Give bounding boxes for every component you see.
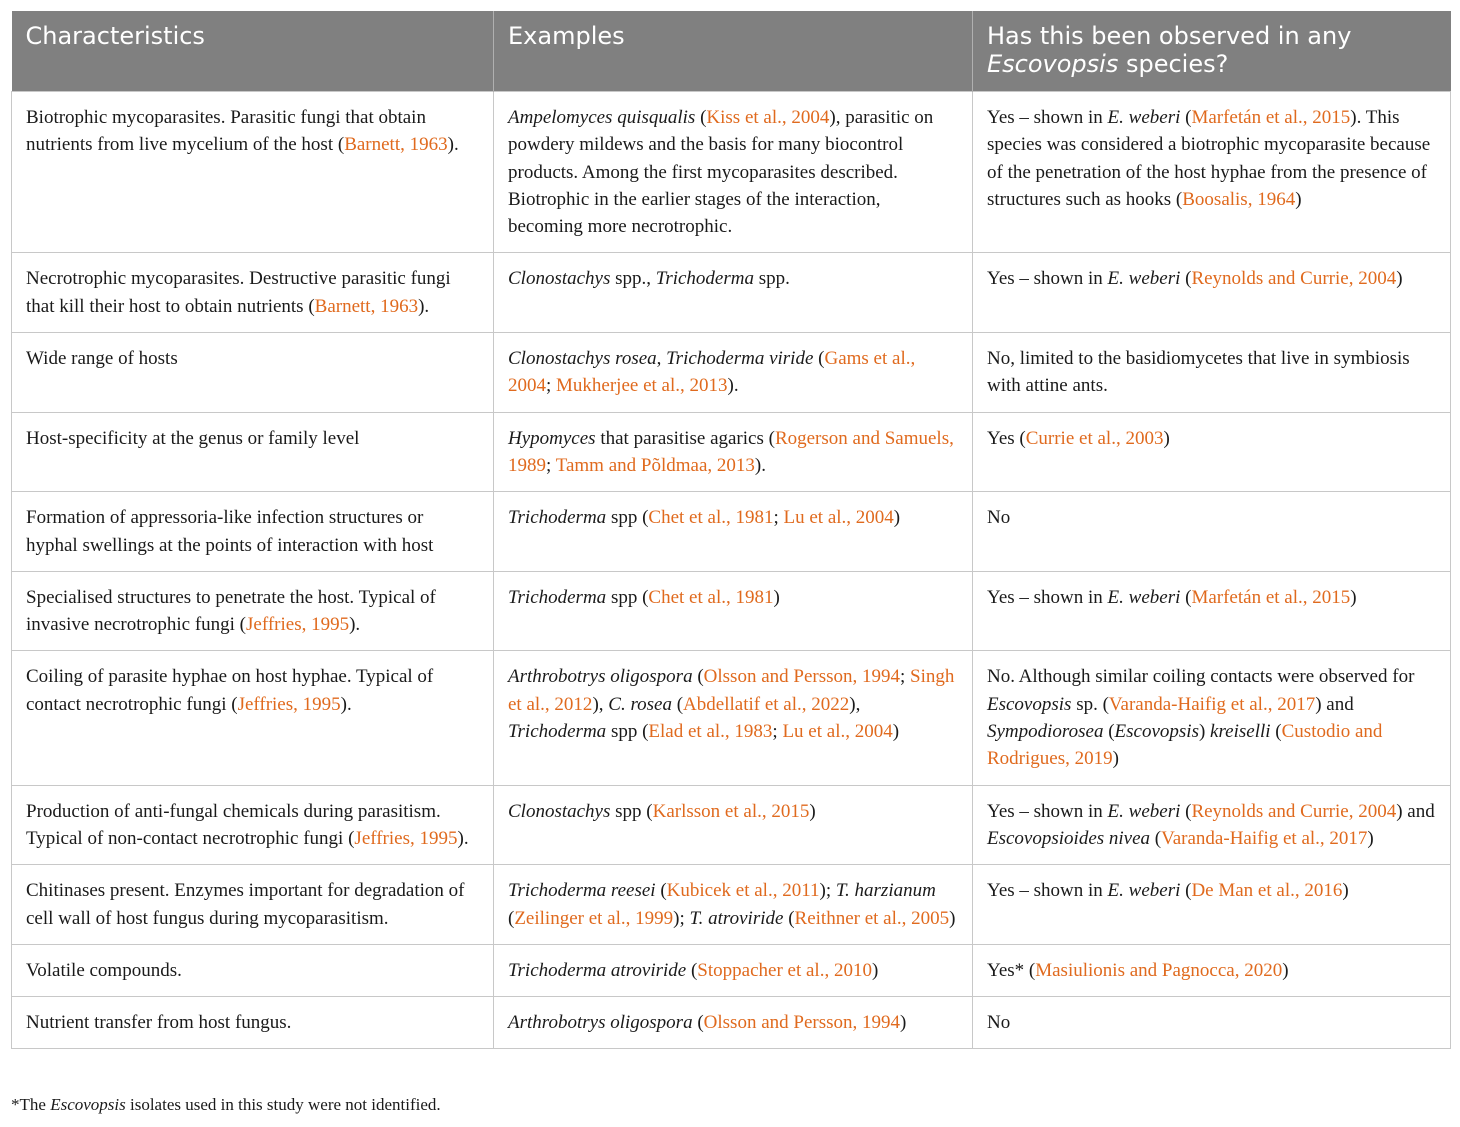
table-container <box>11 11 1450 1049</box>
citation-link[interactable]: Kubicek et al., 2011 <box>666 880 820 902</box>
cell-text: ) <box>871 959 879 981</box>
cell-text: Specialised structures to penetrate the host. Typical of invasive necrotrophic fungi ( <box>26 586 436 636</box>
cell-text: ); <box>673 907 690 929</box>
cell-text: ( <box>1180 586 1192 608</box>
cell-text: ) <box>809 800 816 822</box>
header-examples: Examples <box>494 11 973 92</box>
cell-text: , <box>656 348 667 370</box>
cell-text: ( <box>686 959 698 981</box>
header-observed-pre: Has this been observed in any <box>987 22 1352 50</box>
cell-text: ; <box>546 454 556 476</box>
table-row <box>12 92 1451 253</box>
citation-link[interactable]: Marfetán et al., 2015 <box>1191 586 1351 608</box>
cell-text: ; <box>546 375 557 397</box>
species-name: Trichoderma atroviride <box>508 959 687 981</box>
footnote-pre: *The <box>11 1095 51 1114</box>
cell-text: ( <box>1150 827 1162 849</box>
footnote-genus: Escovopsis <box>50 1095 126 1114</box>
header-observed-post: species? <box>1118 50 1229 78</box>
header-observed <box>973 11 1451 92</box>
cell-observed <box>973 333 1451 413</box>
cell-text: ), parasitic on powdery mildews and the basis for many biocontrol products. Among the first mycoparasites described. Biotrophic in the earlier stages of the interaction, becoming more necrotrophic. <box>508 107 934 238</box>
cell-text: ( <box>1103 721 1115 743</box>
cell-text: ). <box>349 614 361 636</box>
cell-text: Yes* ( <box>987 959 1036 981</box>
cell-observed <box>973 997 1451 1049</box>
citation-link[interactable]: Mukherjee et al., 2013 <box>556 375 728 397</box>
cell-text: ( <box>1180 268 1192 290</box>
citation-link[interactable]: Varanda-Haifig et al., 2017 <box>1108 693 1316 715</box>
cell-text: ( <box>783 907 795 929</box>
cell-text: Nutrient transfer from host fungus. <box>26 1012 292 1034</box>
cell-text: Production of anti-fungal chemicals during parasitism. Typical of non-contact necrotrophic fungi ( <box>26 800 441 849</box>
cell-characteristic <box>12 253 494 333</box>
cell-examples <box>494 997 973 1049</box>
cell-text: ) <box>1342 880 1349 902</box>
species-name: Arthrobotrys oligospora <box>508 666 693 688</box>
cell-text: ). <box>754 454 766 476</box>
species-name: E. weberi <box>1107 800 1181 822</box>
species-name: Ampelomyces quisqualis <box>508 107 696 128</box>
cell-text: ). <box>457 827 469 849</box>
species-name: E. weberi <box>1107 880 1181 902</box>
cell-text: ), <box>849 693 861 715</box>
cell-characteristic <box>12 333 494 413</box>
citation-link[interactable]: Reynolds and Currie, 2004 <box>1191 800 1397 822</box>
cell-text: ( <box>692 666 704 688</box>
cell-text: No <box>987 1012 1011 1034</box>
cell-text: Wide range of hosts <box>26 348 178 370</box>
citation-link[interactable]: Elad et al., 1983 <box>648 721 773 743</box>
citation-link[interactable]: Chet et al., 1981 <box>648 507 774 529</box>
citation-link[interactable]: Marfetán et al., 2015 <box>1191 107 1351 128</box>
cell-text: ( <box>508 907 515 929</box>
cell-text: Yes – shown in <box>987 107 1108 128</box>
citation-link[interactable]: Barnett, 1963 <box>314 295 419 317</box>
cell-observed <box>973 412 1451 492</box>
cell-text: spp ( <box>606 721 649 743</box>
cell-text: ( <box>695 107 707 128</box>
cell-text: ). <box>727 375 739 397</box>
cell-text: ) <box>1367 827 1374 849</box>
cell-text: ) <box>893 507 901 529</box>
citation-link[interactable]: Custodio and Rodrigues, 2019 <box>987 721 1383 770</box>
cell-characteristic <box>12 92 494 253</box>
cell-examples <box>494 944 973 996</box>
table-row <box>12 944 1451 996</box>
cell-observed <box>973 944 1451 996</box>
cell-text: ( <box>671 693 684 715</box>
cell-text: spp. <box>753 268 790 290</box>
cell-examples <box>494 785 973 865</box>
cell-text: ) and <box>1396 800 1435 822</box>
species-name: Trichoderma <box>508 507 607 529</box>
cell-text: ( <box>1180 880 1192 902</box>
citation-link[interactable]: Jeffries, 1995 <box>354 827 458 849</box>
cell-text: spp ( <box>610 800 653 822</box>
species-name: E. weberi <box>1107 107 1181 128</box>
footnote <box>11 1095 441 1115</box>
header-observed-genus: Escovopsis <box>987 50 1119 78</box>
cell-text: ) <box>1163 427 1170 449</box>
cell-observed <box>973 253 1451 333</box>
cell-characteristic <box>12 412 494 492</box>
cell-text: spp ( <box>606 507 649 529</box>
table-row <box>12 997 1451 1049</box>
cell-characteristic <box>12 492 494 572</box>
species-name: Clonostachys <box>508 268 611 290</box>
cell-text: Yes – shown in <box>987 268 1108 290</box>
species-name: T. atroviride <box>689 907 784 929</box>
cell-text: ( <box>655 880 667 902</box>
species-name: Clonostachys rosea <box>508 348 657 370</box>
citation-link[interactable]: Masiulionis and Pagnocca, 2020 <box>1035 959 1283 981</box>
cell-text: ). <box>447 134 459 156</box>
species-name: Escovopsioides nivea <box>987 827 1151 849</box>
citation-link[interactable]: Chet et al., 1981 <box>648 586 774 608</box>
citation-link[interactable]: Karlsson et al., 2015 <box>652 800 810 822</box>
cell-text: ) and <box>1315 693 1354 715</box>
cell-examples <box>494 492 973 572</box>
cell-observed <box>973 651 1451 785</box>
citation-link[interactable]: Stoppacher et al., 2010 <box>697 959 872 981</box>
table-row <box>12 492 1451 572</box>
table-row <box>12 412 1451 492</box>
species-name: Trichoderma reesei <box>508 880 656 902</box>
cell-examples <box>494 333 973 413</box>
cell-characteristic <box>12 571 494 651</box>
table-row <box>12 865 1451 945</box>
cell-text: No <box>987 507 1011 529</box>
cell-text: No. Although similar coiling contacts were observed for <box>987 666 1415 688</box>
cell-text: ) <box>1198 721 1211 743</box>
citation-link[interactable]: Rogerson and Samuels, 1989 <box>508 427 954 476</box>
cell-text: ). <box>340 693 352 715</box>
species-name: Trichoderma <box>508 721 607 743</box>
citation-link[interactable]: Reynolds and Currie, 2004 <box>1191 268 1397 290</box>
cell-text: spp ( <box>606 586 649 608</box>
species-name: E. weberi <box>1107 586 1181 608</box>
cell-characteristic <box>12 865 494 945</box>
cell-text: ); <box>819 880 836 902</box>
table-row <box>12 651 1451 785</box>
citation-link[interactable]: Reithner et al., 2005 <box>794 907 950 929</box>
cell-examples <box>494 651 973 785</box>
cell-observed <box>973 92 1451 253</box>
citation-link[interactable]: Lu et al., 2004 <box>783 507 894 529</box>
cell-text: Coiling of parasite hyphae on host hyphae. Typical of contact necrotrophic fungi ( <box>26 666 434 715</box>
cell-text: ( <box>1180 107 1192 128</box>
cell-text: ). <box>418 295 430 317</box>
species-name: Escovopsis <box>987 693 1072 715</box>
citation-link[interactable]: Boosalis, 1964 <box>1182 188 1296 210</box>
species-name: kreiselli <box>1210 721 1271 743</box>
species-name: Clonostachys <box>508 800 611 822</box>
header-characteristics: Characteristics <box>12 11 494 92</box>
footnote-post: isolates used in this study were not identified. <box>125 1095 441 1114</box>
comparison-table <box>11 11 1451 1049</box>
cell-text: No, limited to the basidiomycetes that live in symbiosis with attine ants. <box>987 348 1410 397</box>
species-name: E. weberi <box>1107 268 1181 290</box>
cell-observed <box>973 785 1451 865</box>
cell-examples <box>494 92 973 253</box>
table-row <box>12 571 1451 651</box>
cell-examples <box>494 253 973 333</box>
cell-text: ) <box>900 1012 907 1034</box>
cell-text: Necrotrophic mycoparasites. Destructive parasitic fungi that kill their host to obtain nutrients ( <box>26 268 451 317</box>
cell-text: ). This species was considered a biotrophic mycoparasite because of the penetration of the host hyphae from the presence of structures such as hooks ( <box>987 107 1431 210</box>
cell-text: Host-specificity at the genus or family level <box>26 427 360 449</box>
citation-link[interactable]: Varanda-Haifig et al., 2017 <box>1161 827 1368 849</box>
cell-observed <box>973 571 1451 651</box>
cell-text: Chitinases present. Enzymes important for degradation of cell wall of host fungus during mycoparasitism. <box>26 880 465 929</box>
citation-link[interactable]: Singh et al., 2012 <box>508 666 955 715</box>
cell-text: Biotrophic mycoparasites. Parasitic fungi that obtain nutrients from live mycelium of the host ( <box>26 107 426 156</box>
cell-text: ) <box>1396 268 1403 290</box>
species-name: T. harzianum <box>835 880 936 902</box>
citation-link[interactable]: Zeilinger et al., 1999 <box>514 907 674 929</box>
cell-text: ( <box>813 348 825 370</box>
species-name: Sympodiorosea <box>987 721 1104 743</box>
citation-link[interactable]: De Man et al., 2016 <box>1191 880 1343 902</box>
citation-link[interactable]: Jeffries, 1995 <box>237 693 341 715</box>
species-name: Trichoderma <box>508 586 607 608</box>
citation-link[interactable]: Tamm and Põldmaa, 2013 <box>555 454 755 476</box>
cell-characteristic <box>12 944 494 996</box>
cell-text: ) <box>1295 188 1302 210</box>
cell-text: Yes – shown in <box>987 586 1108 608</box>
cell-text: ), <box>592 693 609 715</box>
cell-text: ) <box>773 586 780 608</box>
cell-text: ; <box>773 507 784 529</box>
cell-examples <box>494 412 973 492</box>
cell-text: ( <box>1270 721 1282 743</box>
cell-characteristic <box>12 651 494 785</box>
citation-link[interactable]: Olsson and Persson, 1994 <box>703 666 900 688</box>
citation-link[interactable]: Jeffries, 1995 <box>246 614 350 636</box>
citation-link[interactable]: Lu et al., 2004 <box>782 721 893 743</box>
cell-text: ) <box>1282 959 1289 981</box>
cell-text: ; <box>772 721 783 743</box>
citation-link[interactable]: Gams et al., 2004 <box>508 348 916 397</box>
cell-text: ) <box>1112 748 1119 770</box>
species-name: Arthrobotrys oligospora <box>508 1012 693 1034</box>
species-name: Hypomyces <box>508 427 596 449</box>
table-row <box>12 785 1451 865</box>
header-row <box>12 11 1451 92</box>
cell-text: Yes – shown in <box>987 880 1108 902</box>
cell-examples <box>494 865 973 945</box>
table-body <box>12 92 1451 1049</box>
cell-text: Volatile compounds. <box>26 959 182 981</box>
table-row <box>12 253 1451 333</box>
species-name: Trichoderma viride <box>666 348 814 370</box>
cell-text: spp., <box>610 268 656 290</box>
cell-text: ( <box>692 1012 704 1034</box>
table-row <box>12 333 1451 413</box>
cell-characteristic <box>12 785 494 865</box>
citation-link[interactable]: Currie et al., 2003 <box>1025 427 1164 449</box>
cell-characteristic <box>12 997 494 1049</box>
citation-link[interactable]: Barnett, 1963 <box>344 134 448 156</box>
cell-examples <box>494 571 973 651</box>
cell-text: ) <box>892 721 900 743</box>
cell-text: Yes ( <box>987 427 1026 449</box>
citation-link[interactable]: Abdellatif et al., 2022 <box>683 693 850 715</box>
cell-text: Yes – shown in <box>987 800 1108 822</box>
cell-text: Formation of appressoria-like infection structures or hyphal swellings at the points of interaction with host <box>26 507 434 556</box>
cell-text: ) <box>1350 586 1357 608</box>
cell-text: ) <box>949 907 956 929</box>
species-name: Trichoderma <box>655 268 754 290</box>
citation-link[interactable]: Olsson and Persson, 1994 <box>703 1012 900 1034</box>
species-name: Escovopsis <box>1114 721 1199 743</box>
cell-text: that parasitise agarics ( <box>595 427 775 449</box>
cell-observed <box>973 865 1451 945</box>
citation-link[interactable]: Kiss et al., 2004 <box>706 107 830 128</box>
cell-text: ; <box>900 666 911 688</box>
cell-text: ( <box>1180 800 1192 822</box>
species-name: C. rosea <box>608 693 672 715</box>
cell-text: sp. ( <box>1071 693 1109 715</box>
cell-observed <box>973 492 1451 572</box>
